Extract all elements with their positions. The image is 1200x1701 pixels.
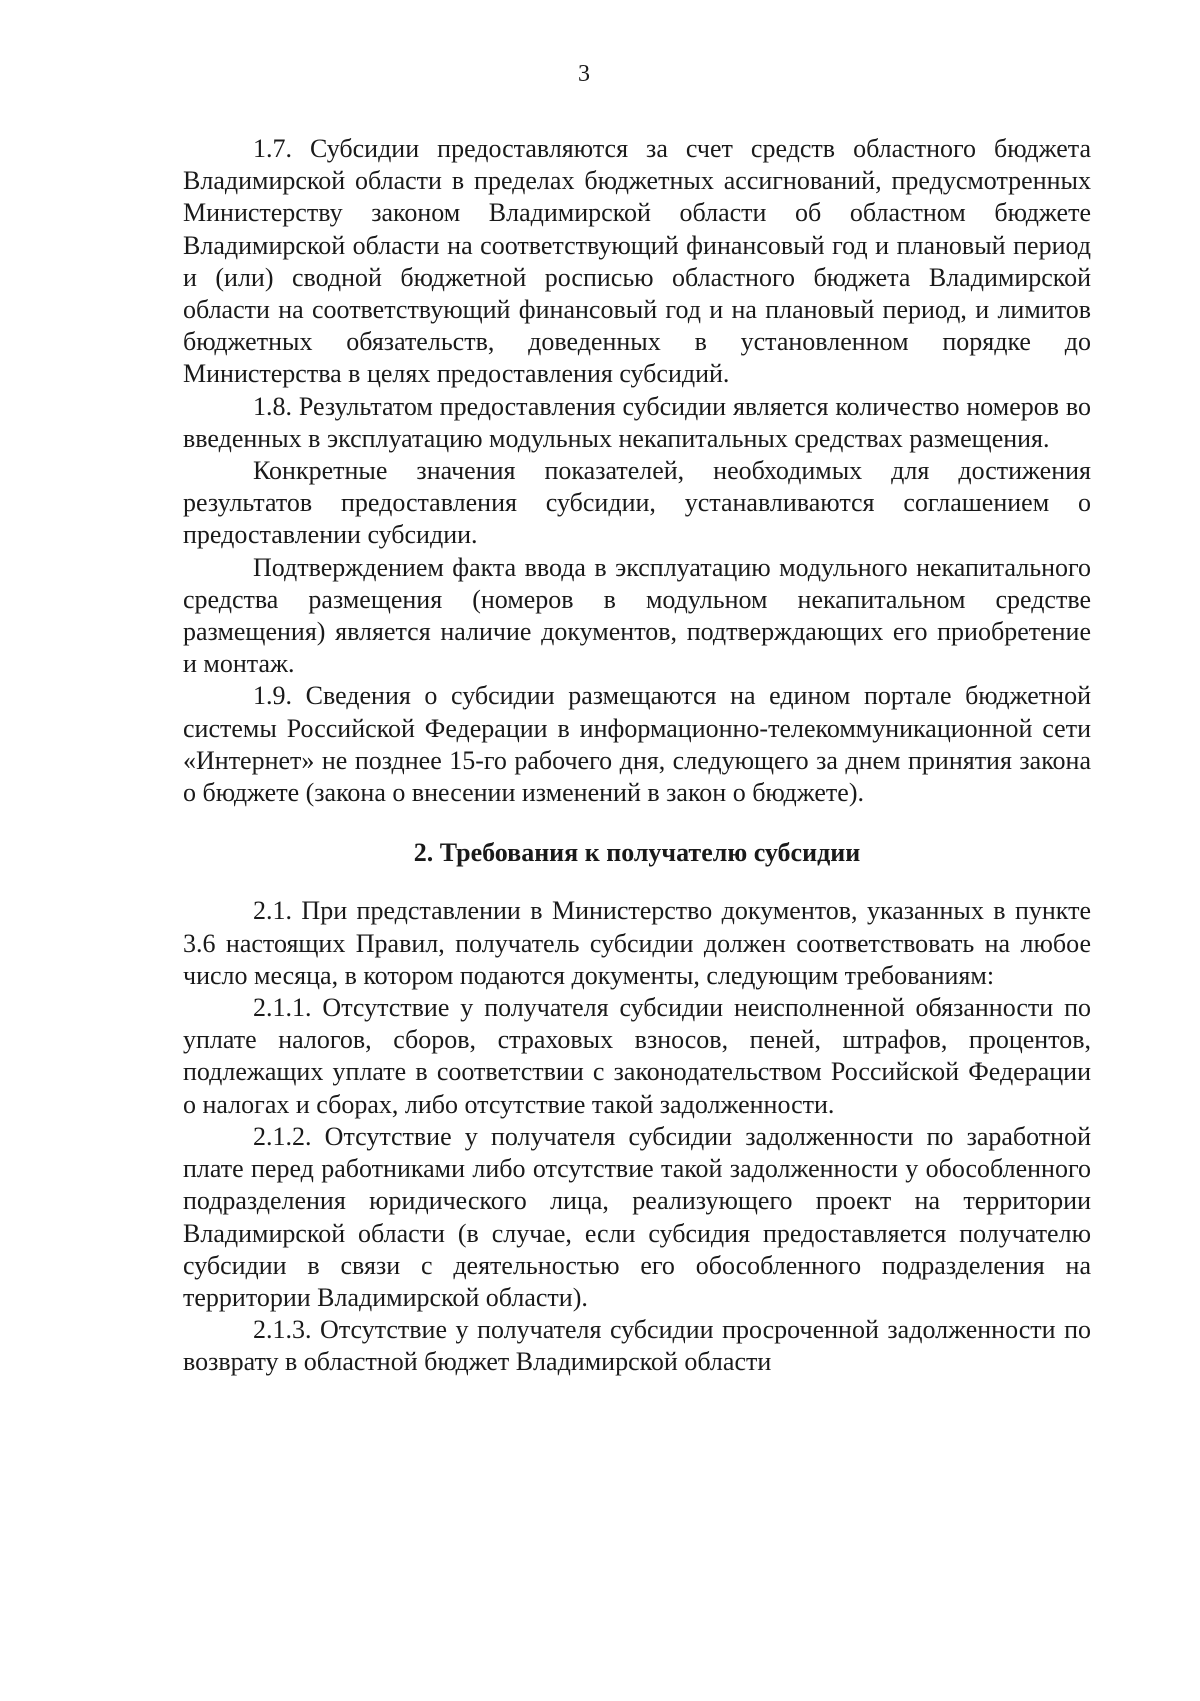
paragraph-2-1-2: 2.1.2. Отсутствие у получателя субсидии задолженности по заработной плате перед работниками либо отсутствие такой задолженности у обособленного подразделения юридического лица, реализующего проект на территории Владимирской области (в случае, если субсидия предоставляется получателю субсидии в связи с деятельностью его обособленного подразделения на территории Владимирской области). — [183, 1121, 1091, 1312]
paragraph-1-8-confirmation: Подтверждением факта ввода в эксплуатацию модульного некапитального средства размещения (номеров в модульном некапитальном средстве размещения) является наличие документов, подтверждающих его приобретение и монтаж. — [183, 552, 1091, 679]
section-2-heading: 2. Требования к получателю субсидии — [413, 838, 861, 868]
paragraph-2-1: 2.1. При представлении в Министерство документов, указанных в пункте 3.6 настоящих Правил, получатель субсидии должен соответствовать на любое число месяца, в котором подаются документы, следующим требованиям: — [183, 896, 1091, 990]
paragraph-2-1-3: 2.1.3. Отсутствие у получателя субсидии просроченной задолженности по возврату в областной бюджет Владимирской области — [183, 1315, 1091, 1377]
paragraph-2-1-1: 2.1.1. Отсутствие у получателя субсидии неисполненной обязанности по уплате налогов, сборов, страховых взносов, пеней, штрафов, процентов, подлежащих уплате в соответствии с законодательством Российской Федерации о налогах и сборах, либо отсутствие такой задолженности. — [183, 993, 1091, 1119]
paragraph-1-7: 1.7. Субсидии предоставляются за счет средств областного бюджета Владимирской области в пределах бюджетных ассигнований, предусмотренных Министерству законом Владимирской области об областном бюджете Владимирской области на соответствующий финансовый год и плановый период и (или) сводной бюджетной росписью областного бюджета Владимирской области на соответствующий финансовый год и на плановый период, и лимитов бюджетных обязательств, доведенных в установленном порядке до Министерства в целях предоставления субсидий. — [183, 134, 1091, 389]
paragraph-1-8: 1.8. Результатом предоставления субсидии является количество номеров во введенных в эксплуатацию модульных некапитальных средствах размещения. — [183, 391, 1091, 453]
page-number: 3 — [578, 61, 590, 87]
paragraph-1-9: 1.9. Сведения о субсидии размещаются на едином портале бюджетной системы Российской Федерации в информационно-телекоммуникационной сети «Интернет» не позднее 15-го рабочего дня, следующего за днем принятия закона о бюджете (закона о внесении изменений в закон о бюджете). — [183, 681, 1091, 808]
document-body — [183, 133, 1091, 1379]
paragraph-1-8-values: Конкретные значения показателей, необходимых для достижения результатов предоставления субсидии, устанавливаются соглашением о предоставлении субсидии. — [183, 456, 1091, 550]
